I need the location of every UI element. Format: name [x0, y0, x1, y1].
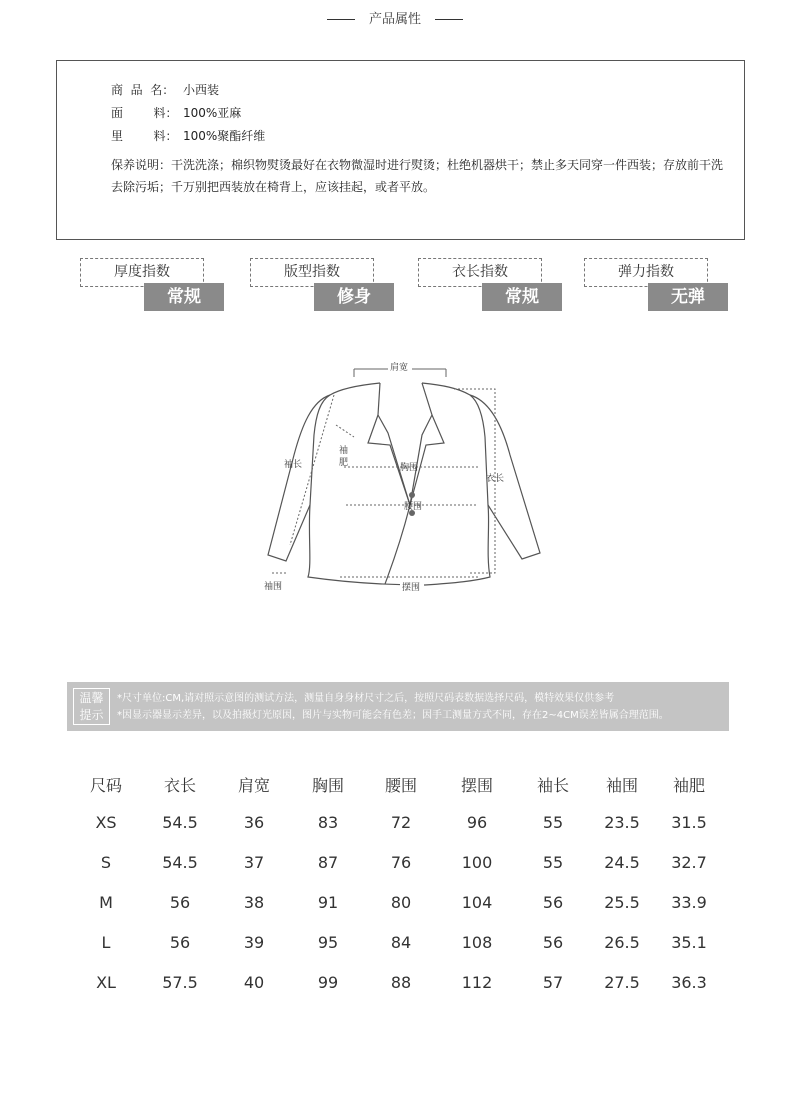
product-info-box — [56, 60, 745, 240]
jacket-measurement-diagram — [250, 355, 570, 605]
table-cell: 27.5 — [604, 972, 640, 992]
header-cell: 胸围 — [311, 775, 344, 795]
table-row — [72, 802, 720, 842]
index-value: 常规 — [482, 283, 562, 311]
fabric-label: 面 料： — [111, 106, 178, 120]
header-cell: 衣长 — [163, 775, 196, 795]
header-cell: 袖肥 — [672, 775, 705, 795]
header-cell: 腰围 — [384, 775, 417, 795]
label-hem: 摆围 — [402, 583, 421, 593]
table-cell: 31.5 — [671, 812, 707, 832]
table-cell: 56 — [169, 892, 191, 912]
table-cell: 33.9 — [671, 892, 707, 912]
header-cell: 袖围 — [605, 775, 638, 795]
size-table-header — [72, 766, 720, 802]
table-cell: L — [101, 932, 111, 952]
lining-value: 100%聚酯纤维 — [183, 129, 266, 143]
table-cell: 91 — [317, 892, 339, 912]
table-cell: 96 — [466, 812, 488, 832]
section-title — [0, 8, 790, 27]
index-value: 修身 — [314, 283, 394, 311]
table-cell: 54.5 — [162, 852, 198, 872]
tips-text — [117, 690, 669, 724]
table-cell: 36 — [243, 812, 265, 832]
table-cell: 32.7 — [671, 852, 707, 872]
table-row — [72, 922, 720, 962]
table-cell: 40 — [243, 972, 265, 992]
tips-badge-line1: 温馨 — [79, 691, 104, 705]
tips-badge-line2: 提示 — [79, 708, 104, 722]
table-cell: 108 — [461, 932, 493, 952]
label-sleeve-width-1: 袖 — [339, 446, 349, 456]
jacket-outline — [268, 383, 540, 585]
table-cell: 39 — [243, 932, 265, 952]
section-title-text: 产品属性 — [368, 12, 421, 27]
tips-line1: *尺寸单位:CM,请对照示意图的测试方法，测量自身身材尺寸之后，按照尺码表数据选择尺码，模特效果仅供参考 — [117, 693, 615, 704]
tips-banner — [67, 682, 729, 731]
label-shoulder: 肩宽 — [390, 363, 409, 373]
header-cell: 尺码 — [89, 775, 122, 795]
care-label: 保养说明： — [111, 158, 172, 172]
table-row — [72, 882, 720, 922]
table-cell: 99 — [317, 972, 339, 992]
table-cell: 87 — [317, 852, 339, 872]
table-cell: 24.5 — [604, 852, 640, 872]
table-cell: 55 — [542, 852, 564, 872]
table-cell: 36.3 — [671, 972, 707, 992]
care-text: 干洗洗涤；棉织物熨烫最好在衣物微湿时进行熨烫；杜绝机器烘干；禁止多天同穿一件西装；存放前干洗去除污垢；千万别把西装放在椅背上，应该挂起，或者平放。 — [111, 158, 724, 194]
table-cell: XL — [96, 972, 116, 992]
table-row — [72, 962, 720, 1002]
table-cell: 56 — [169, 932, 191, 952]
table-cell: 38 — [243, 892, 265, 912]
measurement-lines — [272, 369, 495, 577]
table-cell: S — [100, 852, 112, 872]
table-cell: 76 — [390, 852, 412, 872]
index-elasticity — [584, 258, 734, 312]
label-sleeve-length: 袖长 — [284, 460, 303, 470]
table-cell: 83 — [317, 812, 339, 832]
index-label: 衣长指数 — [418, 258, 542, 287]
table-cell: 84 — [390, 932, 412, 952]
header-cell: 摆围 — [460, 775, 493, 795]
table-cell: 26.5 — [604, 932, 640, 952]
name-value: 小西装 — [183, 83, 220, 97]
size-table — [72, 766, 720, 1002]
table-cell: 23.5 — [604, 812, 640, 832]
index-value: 无弹 — [648, 283, 728, 311]
index-label: 厚度指数 — [80, 258, 204, 287]
label-cuff: 袖围 — [264, 582, 283, 592]
fabric-value: 100%亚麻 — [183, 106, 242, 120]
table-cell: 112 — [461, 972, 493, 992]
index-thickness — [80, 258, 230, 312]
table-cell: 57 — [542, 972, 564, 992]
table-cell: 88 — [390, 972, 412, 992]
index-label: 弹力指数 — [584, 258, 708, 287]
table-cell: 35.1 — [671, 932, 707, 952]
index-value: 常规 — [144, 283, 224, 311]
label-chest: 胸围 — [400, 463, 419, 473]
title-line-right — [435, 19, 463, 20]
table-cell: 80 — [390, 892, 412, 912]
table-cell: 37 — [243, 852, 265, 872]
index-label: 版型指数 — [250, 258, 374, 287]
care-instructions — [111, 154, 731, 198]
table-cell: 57.5 — [162, 972, 198, 992]
table-cell: 95 — [317, 932, 339, 952]
title-line-left — [327, 19, 355, 20]
info-row-lining — [111, 125, 744, 148]
lining-label: 里 料： — [111, 129, 178, 143]
name-label: 商 品 名： — [111, 83, 175, 97]
header-cell: 肩宽 — [237, 775, 270, 795]
tips-line2: *因显示器显示差异，以及拍摄灯光原因，图片与实物可能会有色差；因手工测量方式不同，存在2~4CM误差皆属合理范围。 — [117, 710, 669, 721]
table-cell: 56 — [542, 892, 564, 912]
table-cell: 54.5 — [162, 812, 198, 832]
index-length — [418, 258, 568, 312]
info-row-fabric — [111, 102, 744, 125]
info-row-name — [111, 79, 744, 102]
table-cell: 25.5 — [604, 892, 640, 912]
table-cell: 72 — [390, 812, 412, 832]
table-row — [72, 842, 720, 882]
header-cell: 袖长 — [536, 775, 569, 795]
table-cell: 100 — [461, 852, 493, 872]
table-cell: XS — [95, 812, 117, 832]
tips-badge — [73, 688, 110, 725]
table-cell: 56 — [542, 932, 564, 952]
index-fit — [250, 258, 400, 312]
table-cell: 55 — [542, 812, 564, 832]
table-cell: M — [99, 892, 113, 912]
label-length: 衣长 — [486, 474, 505, 484]
table-cell: 104 — [461, 892, 493, 912]
label-sleeve-width-2: 肥 — [339, 458, 349, 468]
label-waist: 腰围 — [404, 502, 423, 512]
